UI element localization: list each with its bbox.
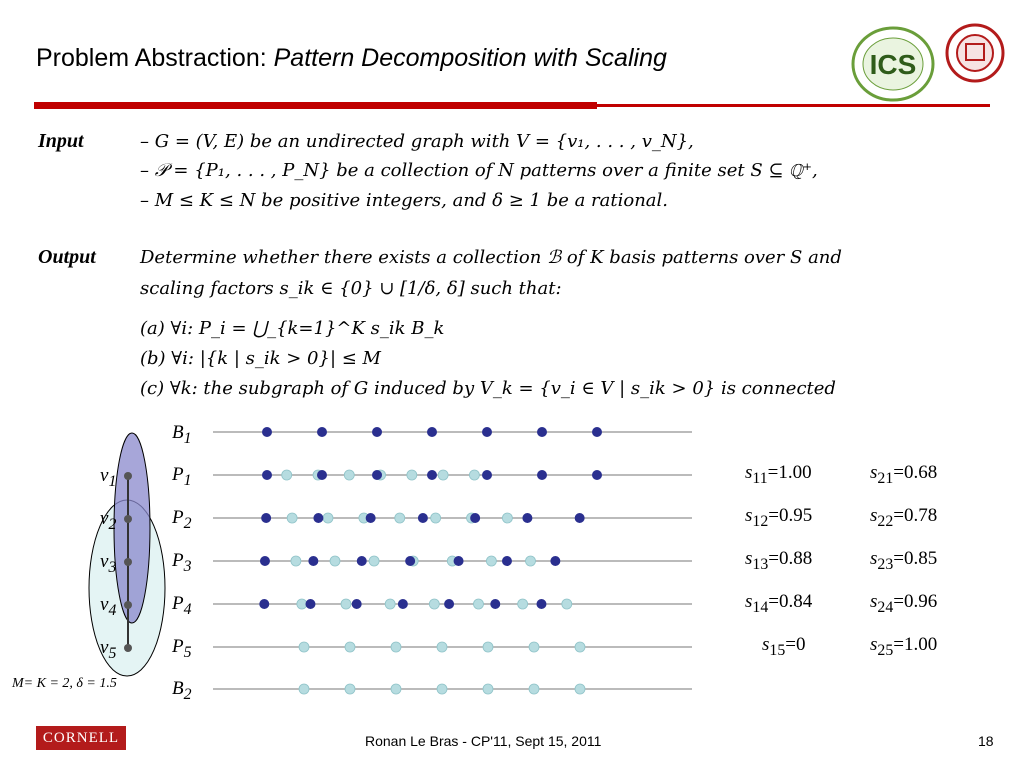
- p2-b2-peak-2: [323, 513, 333, 523]
- p4-b2-peak-6: [518, 599, 528, 609]
- b2-peak-5: [483, 684, 493, 694]
- scale-s11: $s_{11}=1.00$: [745, 462, 812, 487]
- p2-b1-peak-2: [313, 513, 323, 523]
- p3-b2-peak-6: [486, 556, 496, 566]
- vertex-label-v4: $v_4$: [100, 594, 117, 619]
- p2-b2-peak-1: [287, 513, 297, 523]
- b2-peak-3: [391, 684, 401, 694]
- scale-s21: $s_{21}=0.68$: [870, 462, 938, 487]
- b2-peak-7: [575, 684, 585, 694]
- p4-b2-peak-1: [297, 599, 307, 609]
- vertex-v3: [124, 558, 132, 566]
- vertex-label-v5: $v_5$: [100, 637, 117, 662]
- p3-b1-peak-4: [405, 556, 415, 566]
- b1-peak-2: [317, 427, 327, 437]
- p5-b2-peak-4: [437, 642, 447, 652]
- b1-peak-7: [592, 427, 602, 437]
- row-label-b1: $B_1$: [172, 422, 192, 447]
- b2-peak-2: [345, 684, 355, 694]
- scale-s12: $s_{12}=0.95$: [745, 505, 813, 530]
- vertex-label-v2: $v_2$: [100, 508, 117, 533]
- input-line-2: – 𝒫 = {P₁, . . . , P_N} be a collection of N patterns over a finite set S ⊆ ℚ⁺,: [140, 160, 818, 181]
- title-rule: [34, 102, 597, 109]
- b1-peak-3: [372, 427, 382, 437]
- vertex-label-v1: $v_1$: [100, 465, 117, 490]
- page-number: 18: [978, 733, 994, 749]
- p1-b1-peak-7: [592, 470, 602, 480]
- vertex-v4: [124, 601, 132, 609]
- vertex-v2: [124, 515, 132, 523]
- scale-s14: $s_{14}=0.84$: [745, 591, 813, 616]
- row-label-p5: $P_5$: [172, 636, 192, 661]
- input-line-1: – G = (V, E) be an undirected graph with V = {v₁, . . . , v_N},: [140, 131, 694, 152]
- cornell-logo: CORNELL: [36, 726, 126, 750]
- output-line-1: Determine whether there exists a collection ℬ of K basis patterns over S and: [140, 247, 842, 268]
- b1-peak-5: [482, 427, 492, 437]
- b2-peak-6: [529, 684, 539, 694]
- scale-s15: $s_{15}=0$: [762, 634, 806, 659]
- p5-b2-peak-5: [483, 642, 493, 652]
- p3-b2-peak-3: [369, 556, 379, 566]
- p1-b1-peak-2: [317, 470, 327, 480]
- scale-s13: $s_{13}=0.88$: [745, 548, 813, 573]
- title-plain: Problem Abstraction:: [36, 44, 274, 72]
- p5-b2-peak-7: [575, 642, 585, 652]
- b1-peak-1: [262, 427, 272, 437]
- condition-b: (b) ∀i: |{k | s_ik > 0}| ≤ M: [140, 348, 381, 369]
- p1-b2-peak-5: [407, 470, 417, 480]
- p4-b2-peak-5: [473, 599, 483, 609]
- footer-text: Ronan Le Bras - CP'11, Sept 15, 2011: [365, 733, 602, 749]
- p1-b2-peak-7: [469, 470, 479, 480]
- p1-b1-peak-5: [482, 470, 492, 480]
- p1-b1-peak-4: [427, 470, 437, 480]
- p2-b1-peak-6: [522, 513, 532, 523]
- p3-b1-peak-1: [260, 556, 270, 566]
- b1-peak-6: [537, 427, 547, 437]
- p4-b1-peak-7: [536, 599, 546, 609]
- p2-b2-peak-7: [502, 513, 512, 523]
- condition-c: (c) ∀k: the subgraph of G induced by V_k = {v_i ∈ V | s_ik > 0} is connected: [140, 378, 836, 399]
- parameter-note: M= K = 2, δ = 1.5: [12, 676, 117, 691]
- p3-b1-peak-7: [550, 556, 560, 566]
- b1-coverage-ellipse: [114, 433, 150, 623]
- p5-b2-peak-1: [299, 642, 309, 652]
- p2-b1-peak-1: [261, 513, 271, 523]
- slide-title: [36, 44, 667, 73]
- pattern-plot: [205, 420, 700, 705]
- p2-b2-peak-5: [431, 513, 441, 523]
- p1-b2-peak-6: [438, 470, 448, 480]
- p1-b2-peak-3: [344, 470, 354, 480]
- title-rule-thin: [597, 104, 990, 107]
- p3-b1-peak-3: [357, 556, 367, 566]
- p4-b1-peak-2: [305, 599, 315, 609]
- p4-b1-peak-6: [490, 599, 500, 609]
- row-label-b2: $B_2$: [172, 678, 192, 703]
- p4-b1-peak-3: [352, 599, 362, 609]
- input-label: Input: [38, 130, 84, 152]
- title-italic: Pattern Decomposition with Scaling: [273, 44, 667, 72]
- p2-b2-peak-4: [395, 513, 405, 523]
- p3-b1-peak-5: [454, 556, 464, 566]
- p3-b2-peak-1: [291, 556, 301, 566]
- condition-a: (a) ∀i: P_i = ⋃_{k=1}^K s_ik B_k: [140, 318, 445, 339]
- b1-peak-4: [427, 427, 437, 437]
- p4-b1-peak-5: [444, 599, 454, 609]
- output-line-2: scaling factors s_ik ∈ {0} ∪ [1/δ, δ] such that:: [140, 278, 562, 299]
- p4-b2-peak-4: [429, 599, 439, 609]
- scale-s22: $s_{22}=0.78$: [870, 505, 938, 530]
- p5-b2-peak-3: [391, 642, 401, 652]
- cornell-seal-logo: [944, 22, 1006, 84]
- b2-peak-4: [437, 684, 447, 694]
- vertex-label-v3: $v_3$: [100, 551, 117, 576]
- output-label: Output: [38, 246, 96, 268]
- ics-logo-text: ICS: [869, 49, 917, 80]
- p5-b2-peak-6: [529, 642, 539, 652]
- p1-b1-peak-1: [262, 470, 272, 480]
- row-label-p3: $P_3$: [172, 550, 192, 575]
- p2-b1-peak-7: [575, 513, 585, 523]
- p1-b1-peak-3: [372, 470, 382, 480]
- scale-s24: $s_{24}=0.96$: [870, 591, 938, 616]
- ics-logo: [848, 24, 938, 104]
- input-line-3: – M ≤ K ≤ N be positive integers, and δ ≥ 1 be a rational.: [140, 190, 669, 211]
- vertex-v1: [124, 472, 132, 480]
- p1-b1-peak-6: [537, 470, 547, 480]
- p2-b1-peak-3: [366, 513, 376, 523]
- p4-b1-peak-4: [398, 599, 408, 609]
- p2-b1-peak-5: [470, 513, 480, 523]
- p4-b2-peak-3: [385, 599, 395, 609]
- b2-peak-1: [299, 684, 309, 694]
- scale-s25: $s_{25}=1.00$: [870, 634, 938, 659]
- p2-b1-peak-4: [418, 513, 428, 523]
- p3-b2-peak-2: [330, 556, 340, 566]
- p1-b2-peak-1: [282, 470, 292, 480]
- graph-figure: [80, 428, 170, 678]
- p5-b2-peak-2: [345, 642, 355, 652]
- row-label-p2: $P_2$: [172, 507, 192, 532]
- row-label-p4: $P_4$: [172, 593, 192, 618]
- scale-s23: $s_{23}=0.85$: [870, 548, 938, 573]
- p4-b1-peak-1: [259, 599, 269, 609]
- vertex-v5: [124, 644, 132, 652]
- p4-b2-peak-2: [341, 599, 351, 609]
- row-label-p1: $P_1$: [172, 464, 192, 489]
- p3-b2-peak-7: [526, 556, 536, 566]
- p3-b1-peak-6: [502, 556, 512, 566]
- p3-b1-peak-2: [308, 556, 318, 566]
- p4-b2-peak-7: [562, 599, 572, 609]
